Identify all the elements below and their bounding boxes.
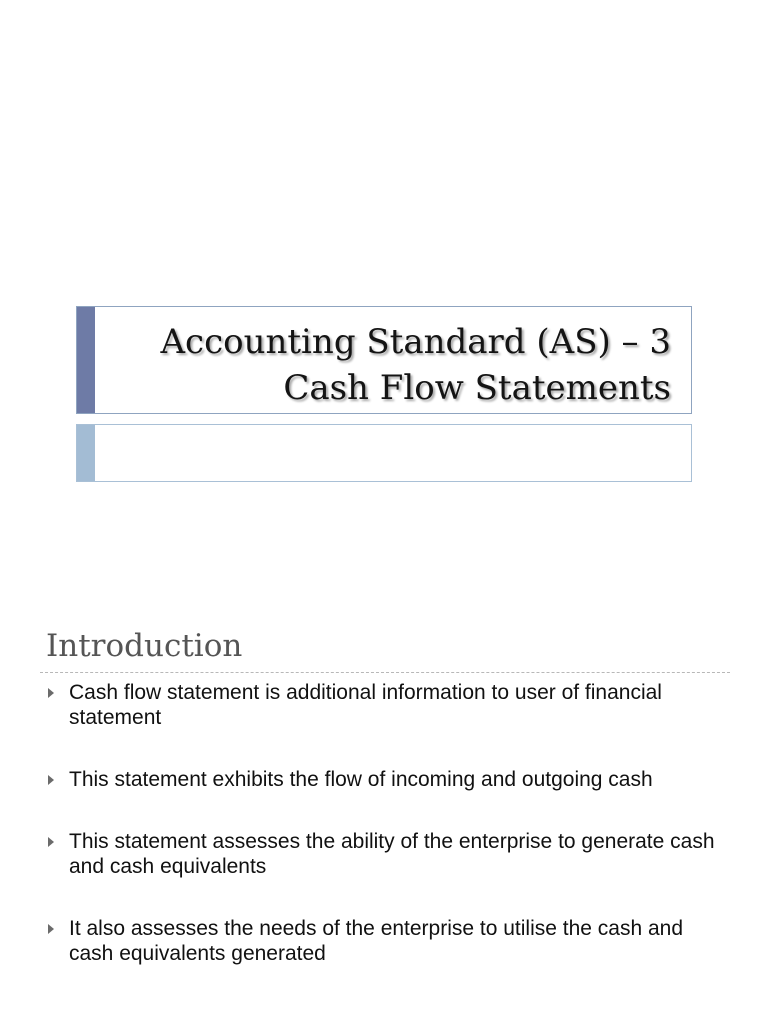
bullet-text: It also assesses the needs of the enterprise to utilise the cash and cash equivalents generated (69, 917, 684, 965)
slide-title-line-1: Accounting Standard (AS) – 3 (160, 322, 671, 362)
bullet-text: This statement assesses the ability of the enterprise to generate cash and cash equivalents (69, 830, 715, 878)
triangle-right-icon (48, 775, 54, 785)
triangle-right-icon (48, 837, 54, 847)
bullet-list (46, 680, 726, 1003)
subtitle-box (76, 424, 692, 482)
title-box (76, 306, 692, 414)
list-item (46, 680, 726, 730)
title-accent-bar (77, 307, 95, 413)
slide-title-line-2: Cash Flow Statements (283, 368, 671, 408)
intro-heading: Introduction (46, 628, 243, 664)
heading-divider (40, 672, 730, 673)
subtitle-accent-bar (77, 425, 95, 481)
list-item (46, 767, 726, 792)
bullet-text: Cash flow statement is additional information to user of financial statement (69, 681, 662, 729)
list-item (46, 829, 726, 879)
triangle-right-icon (48, 924, 54, 934)
triangle-right-icon (48, 688, 54, 698)
bullet-text: This statement exhibits the flow of incoming and outgoing cash (69, 768, 653, 791)
slide-title (160, 319, 671, 411)
list-item (46, 916, 726, 966)
